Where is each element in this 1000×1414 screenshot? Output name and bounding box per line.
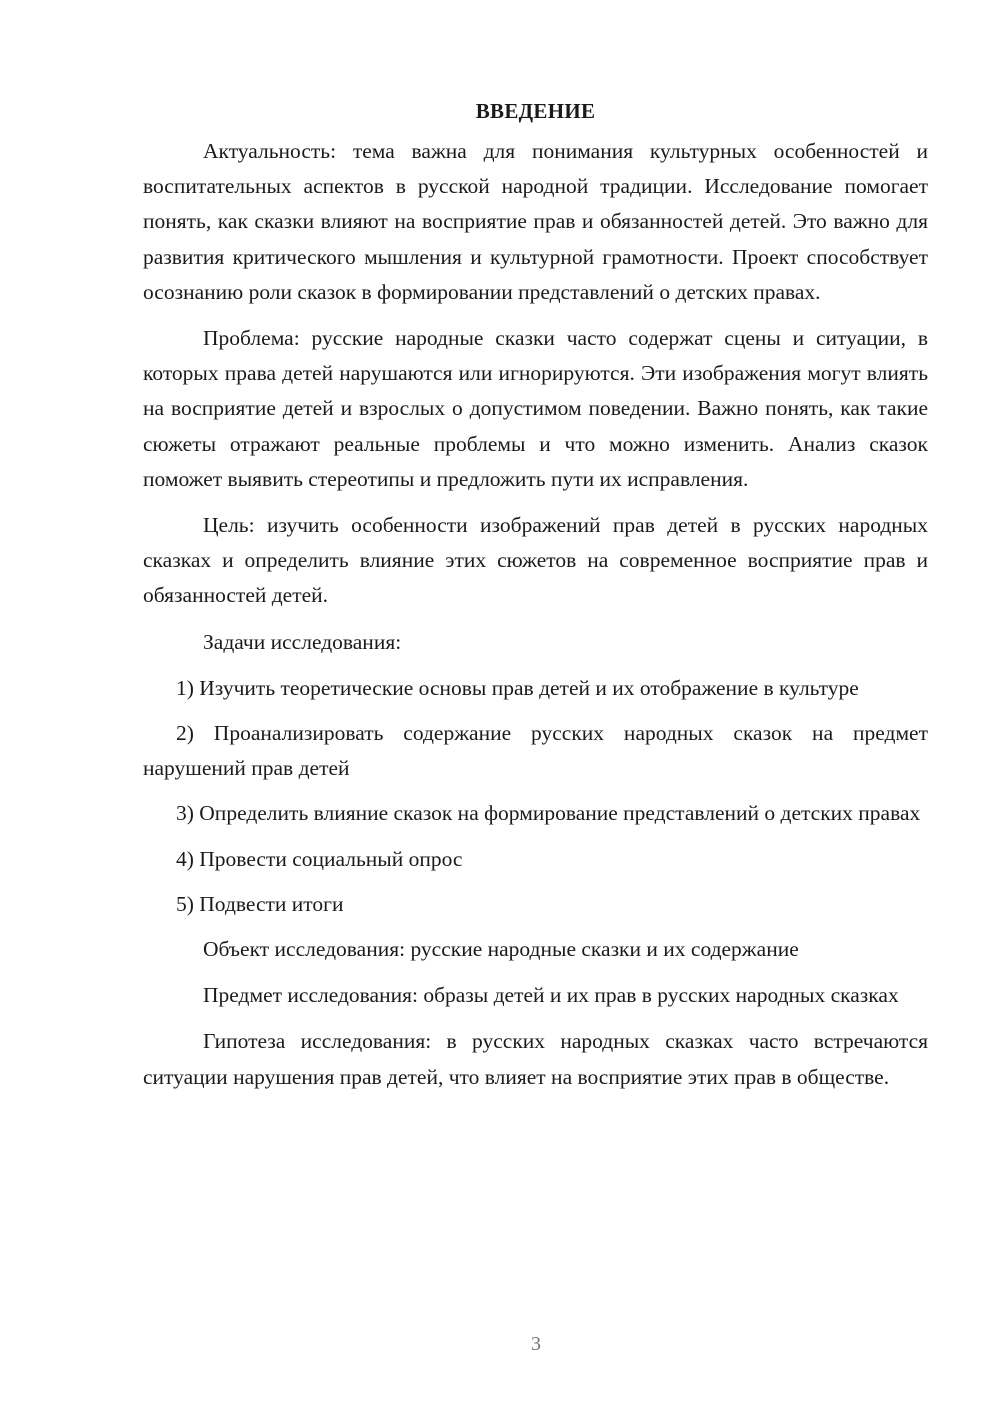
problem-paragraph: Проблема: русские народные сказки часто содержат сцены и ситуации, в которых права детей нарушаются или игнорируются. Эти изображения могут влиять на восприятие детей и взрослых о допустимом поведении. Важно понять, как такие сюжеты отражают реальные проблемы и что можно изменить. Анализ сказок поможет выявить стереотипы и предложить пути их исправления. — [143, 326, 928, 491]
hypothesis-paragraph: Гипотеза исследования: в русских народных сказках часто встречаются ситуации нарушения прав детей, что влияет на восприятие этих прав в обществе. — [143, 1029, 928, 1089]
page-title: ВВЕДЕНИЕ — [475, 99, 596, 123]
tasks-heading: Задачи исследования: — [203, 629, 402, 654]
goal-paragraph: Цель: изучить особенности изображений прав детей в русских народных сказках и определить влияние этих сюжетов на современное восприятие прав и обязанностей детей. — [143, 513, 928, 608]
page-content — [143, 96, 928, 1106]
task-list-item: 1) Изучить теоретические основы прав детей и их отображение в культуре — [176, 675, 859, 700]
relevance-paragraph: Актуальность: тема важна для понимания культурных особенностей и воспитательных аспектов в русской народной традиции. Исследование помогает понять, как сказки влияют на восприятие прав и обязанностей детей. Это важно для развития критического мышления и культурной грамотности. Проект способствует осознанию роли сказок в формировании представлений о детских правах. — [143, 139, 928, 304]
task-list-item: 5) Подвести итоги — [176, 891, 344, 916]
subject-paragraph: Предмет исследования: образы детей и их прав в русских народных сказках — [203, 983, 899, 1008]
page-number: 3 — [531, 1333, 541, 1355]
task-list-item: 2) Проанализировать содержание русских народных сказок на предмет нарушений прав детей — [143, 721, 928, 781]
task-list-item: 4) Провести социальный опрос — [176, 846, 463, 871]
object-paragraph: Объект исследования: русские народные сказки и их содержание — [203, 937, 799, 962]
task-list-item: 3) Определить влияние сказок на формирование представлений о детских правах — [176, 801, 921, 826]
